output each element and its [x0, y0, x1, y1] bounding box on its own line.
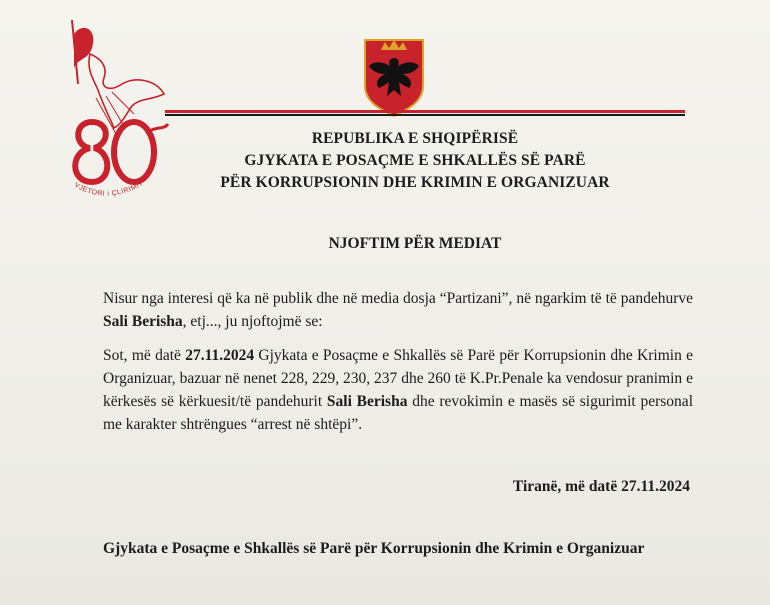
footer-signature: Gjykata e Posaçme e Shkallës së Parë për Korrupsionin dhe Krimin e Organizuar [103, 540, 645, 557]
p2-text-3: dhe revokimin e masës së sigurimit personal me karakter shtrëngues “arrest në shtëpi”. [103, 393, 693, 433]
p2-defendant-name: Sali Berisha [326, 393, 408, 410]
header-court-scope: PËR KORRUPSIONIN DHE KRIMIN E ORGANIZUAR [220, 174, 610, 191]
paragraph-decision [103, 344, 693, 436]
p1-text-before: Nisur nga interesi që ka në publik dhe në media dosja “Partizani”, në ngarkim të të pandehurve [103, 290, 693, 307]
header-rule-black [165, 114, 685, 116]
place-date: Tiranë, më datë 27.11.2024 [512, 478, 690, 495]
p1-text-after: , etj..., ju njoftojmë se: [182, 313, 323, 330]
paragraph-intro [103, 287, 693, 333]
notice-title: NJOFTIM PËR MEDIAT [328, 235, 502, 252]
header-court: GJYKATA E POSAÇME E SHKALLËS SË PARË [244, 152, 586, 169]
p2-date: 27.11.2024 [185, 347, 255, 364]
p2-text-1: Sot, më datë [103, 347, 186, 364]
header-rule-red [165, 110, 685, 113]
header-republic: REPUBLIKA E SHQIPËRISË [311, 130, 519, 147]
p2-text-2: Gjykata e Posaçme e Shkallës së Parë për Korrupsionin dhe Krimin e Organizuar, bazuar në nenet 228, 229, 230, 237 dhe 260 të K.Pr.Penale ka vendosur pranimin e kërkesës së kërkuesit/të pandehurit [103, 347, 693, 410]
emblem-arc-text: VJETORI i ÇLIRIMIT [73, 180, 145, 198]
albanian-coat-of-arms [363, 36, 425, 118]
p1-defendant-name: Sali Berisha [103, 313, 183, 330]
